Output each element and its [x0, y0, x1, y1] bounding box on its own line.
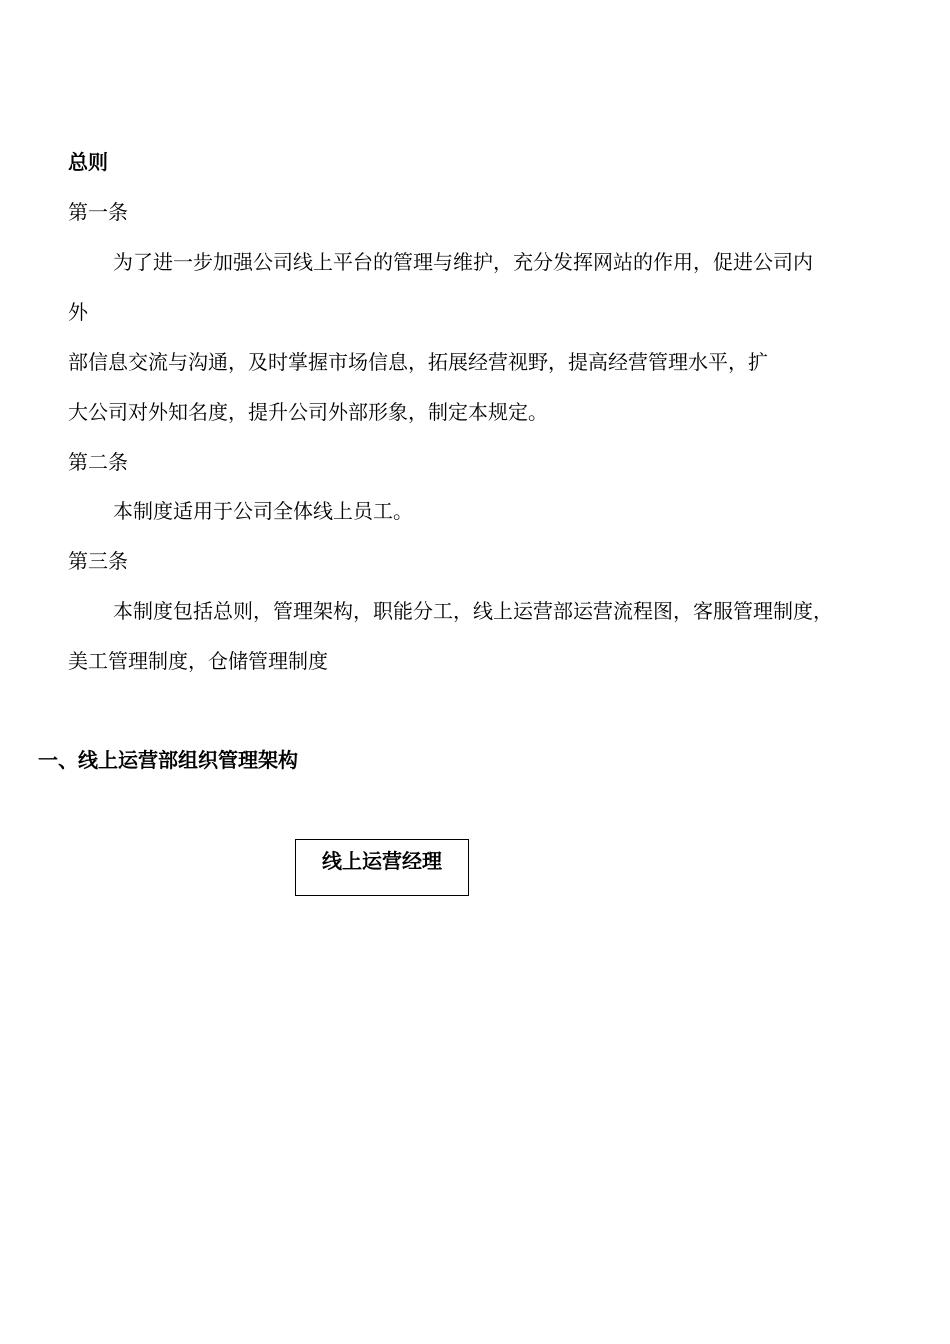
article-1-paragraph-line: 部信息交流与沟通，及时掌握市场信息，拓展经营视野，提高经营管理水平，扩: [68, 350, 768, 374]
article-2-title: 第二条: [68, 450, 128, 474]
article-3-title: 第三条: [68, 549, 128, 573]
article-1-paragraph-line: 大公司对外知名度，提升公司外部形象，制定本规定。: [68, 400, 548, 424]
org-chart-node-label: 线上运营经理: [322, 849, 442, 873]
article-1-paragraph-line: 为了进一步加强公司线上平台的管理与维护，充分发挥网站的作用，促进公司内: [113, 250, 813, 274]
article-3-paragraph-line: 本制度包括总则，管理架构，职能分工，线上运营部运营流程图，客服管理制度，: [113, 599, 833, 623]
org-chart-node-online-ops-manager: [295, 839, 469, 896]
section-1-heading: 一、线上运营部组织管理架构: [38, 748, 298, 772]
article-2-paragraph-line: 本制度适用于公司全体线上员工。: [113, 499, 413, 523]
general-heading: 总则: [68, 150, 108, 174]
article-1-title: 第一条: [68, 200, 128, 224]
article-1-paragraph-line: 外: [68, 300, 88, 324]
article-3-paragraph-line: 美工管理制度，仓储管理制度: [68, 649, 328, 673]
